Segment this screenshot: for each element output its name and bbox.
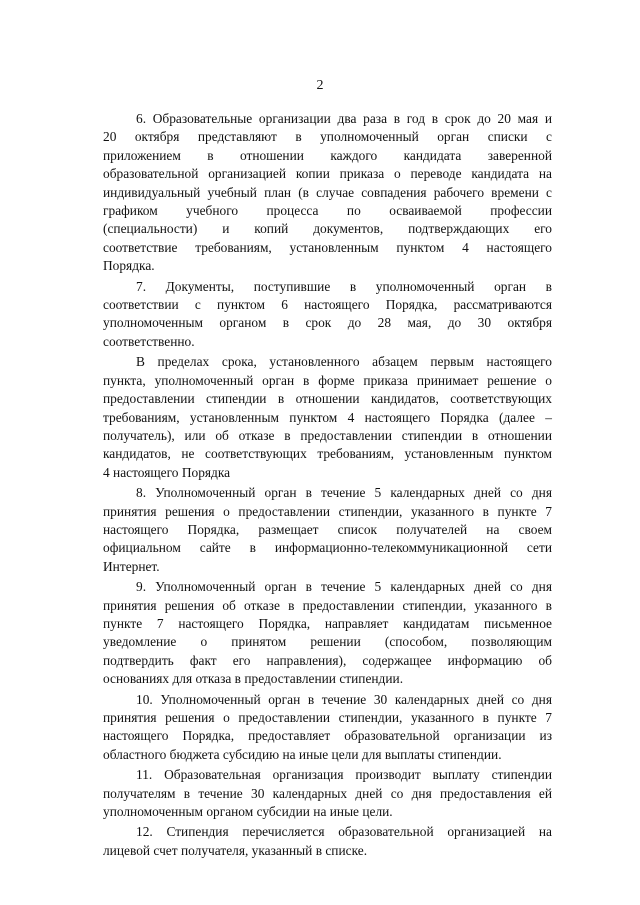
paragraph	[103, 278, 552, 352]
text-line: уполномоченным органом субсидии на иные цели.	[103, 804, 393, 820]
text-line: принятия решения об отказе в предоставлении стипендии, указанного в	[103, 597, 552, 613]
paragraph	[103, 484, 552, 576]
text-line: основаниях для отказа в предоставлении стипендии.	[103, 671, 404, 687]
document-body	[103, 110, 552, 862]
text-line: 8. Уполномоченный орган в течение 5 календарных дней со дня	[136, 485, 552, 501]
text-line: индивидуальный учебный план (в случае совпадения рабочего времени с	[103, 184, 552, 200]
text-line: 6. Образовательные организации два раза в год в срок до 20 мая и	[136, 111, 552, 126]
text-line: требованиям, установленным пунктом 4 настоящего Порядка (далее –	[103, 409, 552, 425]
text-line: принятия решения о предоставлении стипендии, указанного в пункте 7	[103, 710, 552, 725]
text-line: 7. Документы, поступившие в уполномоченный орган в	[136, 278, 552, 294]
text-line: лицевой счет получателя, указанный в списке.	[103, 842, 368, 858]
text-line: соответствии с пунктом 6 настоящего Порядка, рассматриваются	[103, 297, 552, 313]
text-line: официальном сайте в информационно-телекоммуникационной сети	[103, 540, 552, 556]
text-line: графиком учебного процесса по осваиваемой профессии	[103, 203, 552, 219]
text-line: получателям в течение 30 календарных дней со дня предоставления ей	[103, 785, 552, 801]
text-line: настоящего Порядка, предоставляет образовательной организации из	[103, 728, 552, 744]
text-line: образовательной организацией копии приказа о переводе кандидата на	[103, 166, 552, 182]
text-line: Интернет.	[103, 558, 160, 574]
text-line: подтвердить факт его направления), содержащее информацию об	[103, 652, 552, 668]
paragraph	[103, 110, 552, 276]
text-line: предоставлении стипендии в отношении кандидатов, соответствующих	[103, 391, 552, 407]
text-line: принятия решения о предоставлении стипендии, указанного в пункте 7	[103, 503, 552, 519]
text-line: кандидатов, не соответствующих требованиям, установленным пунктом	[103, 446, 552, 462]
text-line: 9. Уполномоченный орган в течение 5 календарных дней со дня	[136, 579, 552, 595]
text-line: настоящего Порядка, размещает список получателей на своем	[103, 521, 552, 537]
paragraph	[103, 823, 552, 860]
text-line: 20 октября представляют в уполномоченный орган списки с	[103, 129, 552, 145]
text-line: пункте 7 настоящего Порядка, направляет кандидатам письменное	[103, 615, 552, 631]
paragraph	[103, 691, 552, 765]
text-line: областного бюджета субсидию на иные цели для выплаты стипендии.	[103, 746, 502, 762]
text-line: соответственно.	[103, 333, 195, 349]
text-line: пункта, уполномоченный орган в форме приказа принимает решение о	[103, 372, 552, 388]
text-line: В пределах срока, установленного абзацем первым настоящего	[136, 354, 552, 370]
text-line: уведомление о принятом решении (способом, позволяющим	[103, 634, 552, 650]
paragraph	[103, 578, 552, 688]
text-line: 11. Образовательная организация производит выплату стипендии	[136, 767, 552, 783]
page-number: 2	[316, 78, 324, 93]
text-line: 12. Стипендия перечисляется образовательной организацией на	[136, 824, 552, 840]
paragraph	[103, 353, 552, 482]
text-line: 10. Уполномоченный орган в течение 30 календарных дней со дня	[136, 691, 552, 707]
text-line: 4 настоящего Порядка	[103, 464, 231, 480]
paragraph	[103, 766, 552, 821]
text-line: получатель), или об отказе в предоставлении стипендии в отношении	[103, 427, 552, 443]
text-line: соответствие требованиям, установленным пунктом 4 настоящего	[103, 239, 552, 255]
text-line: (специальности) и копий документов, подтверждающих его	[103, 221, 552, 237]
text-line: уполномоченным органом в срок до 28 мая, до 30 октября	[103, 315, 552, 331]
text-line: Порядка.	[103, 258, 155, 274]
text-line: приложением в отношении каждого кандидата заверенной	[103, 147, 552, 163]
